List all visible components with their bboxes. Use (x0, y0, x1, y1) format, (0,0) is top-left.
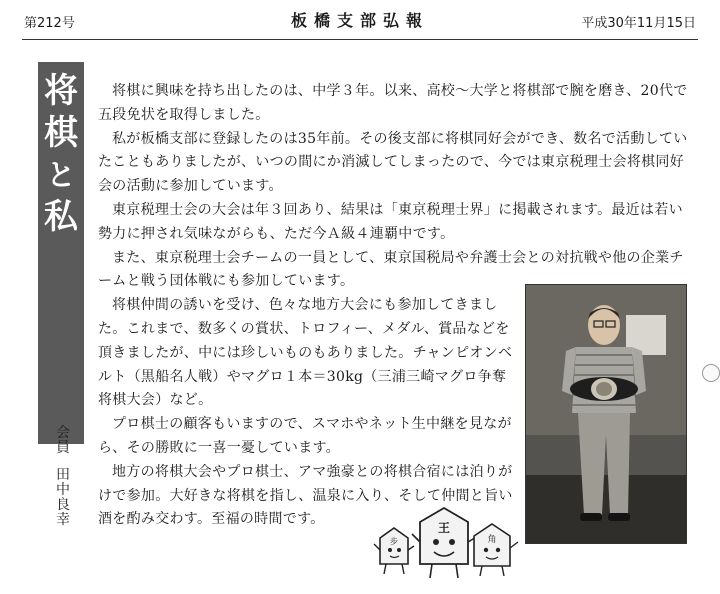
mascot-pawn-char: 步 (390, 537, 398, 546)
article-paragraph: また、東京税理士会チームの一員として、東京国税局や弁護士会との対抗戦や他の企業チームと戦う団体戦にも参加しています。 (98, 249, 684, 290)
title-char: 私 (44, 197, 78, 237)
article-paragraph: 将棋仲間の誘いを受け、色々な地方大会にも参加してきました。これまで、数多くの賞状、トロフィー、メダル、賞品などを頂きましたが、中には珍しいものもありました。チャンピオンベルト（黒船名人戦）やマグロ１本＝30kg（三浦三崎マグロ争奪将棋大会）など。 (98, 297, 513, 409)
author-name-char: 田 (56, 467, 70, 483)
mascot-pawn (374, 528, 414, 574)
author-role-char: 会 (56, 425, 70, 441)
newsletter-title: 板橋支部弘報 (290, 11, 429, 30)
newsletter-header (0, 0, 720, 40)
issue-date: 平成30年11月15日 (581, 16, 696, 31)
author-photo-image (526, 285, 686, 543)
article-paragraph: プロ棋士の顧客もいますので、スマホやネット生中継を見ながら、その勝敗に一喜一憂しています。 (98, 416, 512, 456)
article-title-bar (38, 62, 84, 444)
title-char: と (46, 158, 76, 192)
article-paragraph: 将棋に興味を持ち出したのは、中学３年。以来、高校〜大学と将棋部で腕を磨き、20代で五段免状を取得しました。 (98, 83, 688, 123)
header-rule (22, 39, 698, 40)
author-name-char: 良 (56, 497, 70, 513)
author-name-char: 中 (56, 482, 70, 498)
mascot-king-char: 王 (437, 521, 451, 535)
title-char: 棋 (44, 113, 78, 153)
mascot-king (412, 508, 478, 578)
shogi-mascots (372, 506, 522, 584)
article-paragraph: 私が板橋支部に登録したのは35年前。その後支部に将棋同好会ができ、数名で活動していたこともありましたが、いつの間にか消滅してしまったので、今では東京税理士会将棋同好会の活動に参加しています。 (98, 130, 688, 195)
mascot-bishop-char: 角 (487, 535, 497, 545)
title-char: 将 (44, 71, 78, 111)
mascot-bishop (474, 524, 518, 576)
binder-hole (702, 364, 720, 382)
issue-number: 第212号 (24, 16, 75, 31)
author-photo (525, 284, 687, 544)
article-paragraph: 地方の将棋大会やプロ棋士、アマ強豪との将棋合宿には泊りがけで参加。大好きな将棋を指し、温泉に入り、そして仲間と旨い酒を酌み交わす。至福の時間です。 (98, 463, 513, 528)
author-byline (50, 426, 76, 528)
author-role-char: 員 (56, 440, 70, 456)
article-paragraph: 東京税理士会の大会は年３回あり、結果は「東京税理士界」に掲載されます。最近は若い勢力に押され気味ながらも、ただ今Ａ級４連覇中です。 (98, 201, 683, 242)
author-name-char: 幸 (56, 512, 70, 528)
article-title (38, 70, 84, 238)
